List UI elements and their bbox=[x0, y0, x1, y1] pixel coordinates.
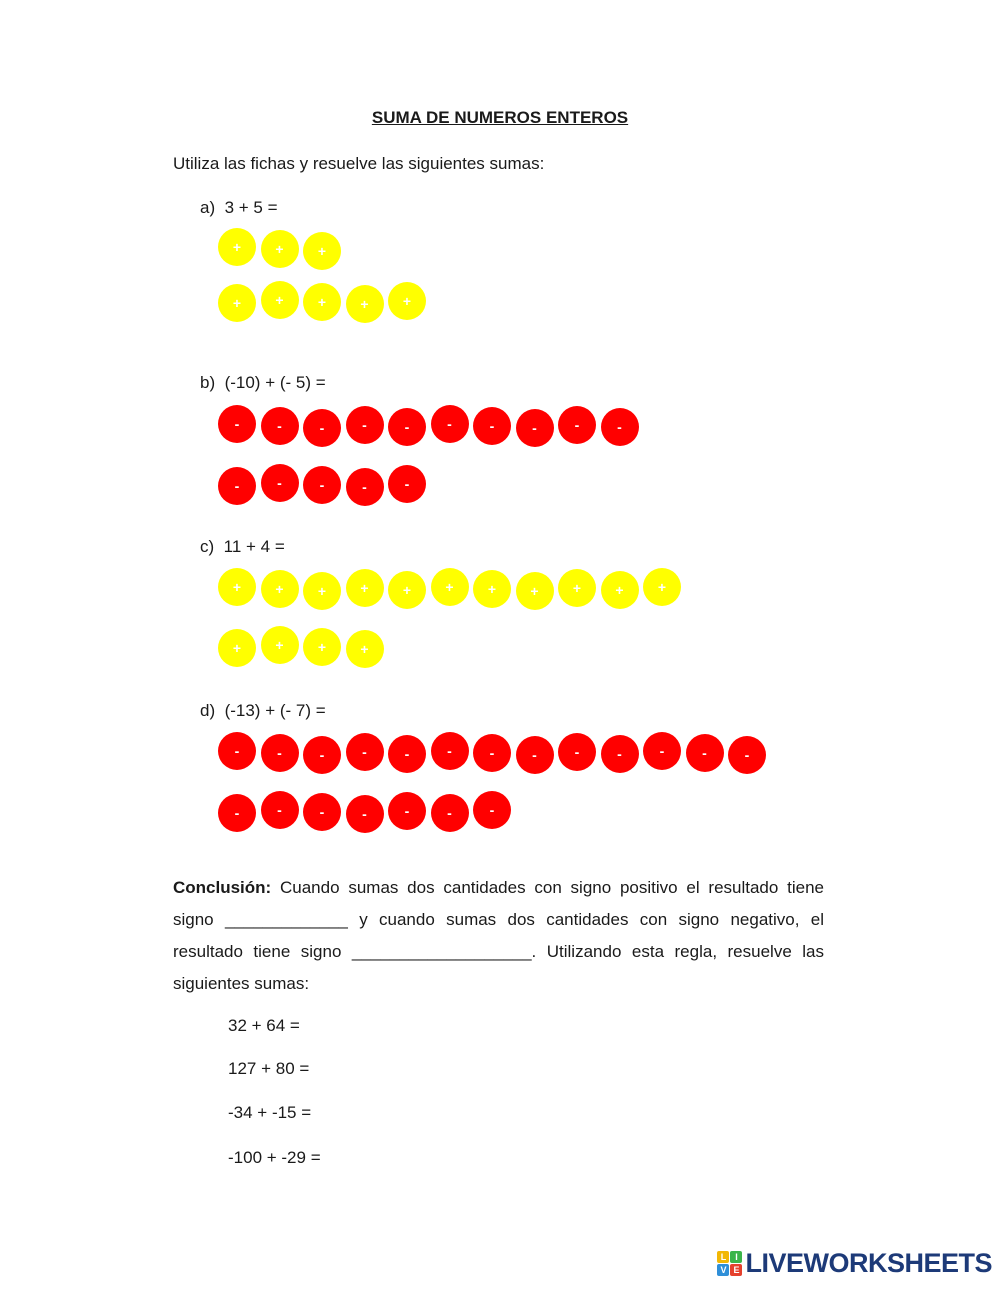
conclusion-label: Conclusión: bbox=[173, 878, 272, 897]
positive-chip[interactable]: + bbox=[261, 281, 299, 319]
negative-chip[interactable]: - bbox=[473, 407, 511, 445]
positive-chip[interactable]: + bbox=[516, 572, 554, 610]
negative-chip[interactable]: - bbox=[558, 406, 596, 444]
problem-a-expression: 3 + 5 = bbox=[224, 198, 278, 217]
logo-icon-letter: L bbox=[717, 1251, 729, 1263]
negative-chip[interactable]: - bbox=[728, 736, 766, 774]
positive-chip[interactable]: + bbox=[303, 283, 341, 321]
negative-chip[interactable]: - bbox=[261, 734, 299, 772]
positive-chip[interactable]: + bbox=[388, 282, 426, 320]
positive-chip[interactable]: + bbox=[261, 570, 299, 608]
negative-chip[interactable]: - bbox=[261, 407, 299, 445]
negative-chip[interactable]: - bbox=[218, 467, 256, 505]
negative-chip[interactable]: - bbox=[473, 734, 511, 772]
conclusion-text-3: . Utilizando esta regla, resuelve las siguientes sumas: bbox=[173, 942, 824, 993]
positive-chip[interactable]: + bbox=[303, 628, 341, 666]
negative-chip[interactable]: - bbox=[601, 408, 639, 446]
negative-chip[interactable]: - bbox=[218, 405, 256, 443]
negative-chip[interactable]: - bbox=[303, 409, 341, 447]
logo-icon-letter: I bbox=[730, 1251, 742, 1263]
exercise-1: 32 + 64 = bbox=[228, 1016, 300, 1035]
exercise-4: -100 + -29 = bbox=[228, 1148, 321, 1167]
problem-d-expression: (-13) + (- 7) = bbox=[224, 701, 326, 720]
negative-chip[interactable]: - bbox=[388, 465, 426, 503]
positive-chip[interactable]: + bbox=[218, 568, 256, 606]
positive-chip[interactable]: + bbox=[218, 629, 256, 667]
negative-chip[interactable]: - bbox=[388, 408, 426, 446]
negative-chip[interactable]: - bbox=[303, 736, 341, 774]
negative-chip[interactable]: - bbox=[388, 735, 426, 773]
logo-icon-letter: E bbox=[730, 1264, 742, 1276]
negative-chip[interactable]: - bbox=[388, 792, 426, 830]
positive-chip[interactable]: + bbox=[346, 630, 384, 668]
negative-chip[interactable]: - bbox=[261, 464, 299, 502]
negative-chip[interactable]: - bbox=[346, 733, 384, 771]
positive-chip[interactable]: + bbox=[346, 569, 384, 607]
problem-b-expression: (-10) + (- 5) = bbox=[224, 373, 326, 392]
positive-chip[interactable]: + bbox=[218, 228, 256, 266]
instruction-text: Utiliza las fichas y resuelve las siguientes sumas: bbox=[173, 154, 545, 173]
positive-chip[interactable]: + bbox=[218, 284, 256, 322]
liveworksheets-logo bbox=[717, 1248, 992, 1279]
negative-chip[interactable]: - bbox=[643, 732, 681, 770]
worksheet-title: SUMA DE NUMEROS ENTEROS bbox=[371, 108, 629, 127]
answer-blank-positive[interactable]: _____________ bbox=[224, 910, 348, 929]
negative-chip[interactable]: - bbox=[431, 794, 469, 832]
answer-blank-negative[interactable]: ___________________ bbox=[351, 942, 532, 961]
positive-chip[interactable]: + bbox=[558, 569, 596, 607]
negative-chip[interactable]: - bbox=[346, 795, 384, 833]
positive-chip[interactable]: + bbox=[473, 570, 511, 608]
conclusion-text-1: Cuando sumas dos cantidades con signo positivo el resultado tiene signo bbox=[173, 878, 824, 929]
logo-icon bbox=[717, 1251, 742, 1276]
positive-chip[interactable]: + bbox=[643, 568, 681, 606]
negative-chip[interactable]: - bbox=[303, 793, 341, 831]
positive-chip[interactable]: + bbox=[431, 568, 469, 606]
problem-c-expression: 11 + 4 = bbox=[223, 537, 285, 556]
positive-chip[interactable]: + bbox=[303, 572, 341, 610]
negative-chip[interactable]: - bbox=[431, 405, 469, 443]
negative-chip[interactable]: - bbox=[261, 791, 299, 829]
negative-chip[interactable]: - bbox=[346, 406, 384, 444]
negative-chip[interactable]: - bbox=[558, 733, 596, 771]
problem-b-label: b) bbox=[200, 373, 216, 392]
negative-chip[interactable]: - bbox=[686, 734, 724, 772]
exercise-3: -34 + -15 = bbox=[228, 1103, 312, 1122]
positive-chip[interactable]: + bbox=[303, 232, 341, 270]
negative-chip[interactable]: - bbox=[473, 791, 511, 829]
positive-chip[interactable]: + bbox=[388, 571, 426, 609]
positive-chip[interactable]: + bbox=[261, 230, 299, 268]
conclusion-text-2: y cuando sumas dos cantidades con signo negativo, el resultado tiene signo bbox=[173, 910, 824, 961]
negative-chip[interactable]: - bbox=[516, 409, 554, 447]
conclusion-paragraph bbox=[173, 872, 824, 1000]
problem-d-label: d) bbox=[200, 701, 216, 720]
negative-chip[interactable]: - bbox=[218, 794, 256, 832]
problem-a-label: a) bbox=[200, 198, 216, 217]
negative-chip[interactable]: - bbox=[346, 468, 384, 506]
positive-chip[interactable]: + bbox=[346, 285, 384, 323]
negative-chip[interactable]: - bbox=[601, 735, 639, 773]
positive-chip[interactable]: + bbox=[261, 626, 299, 664]
problem-c-label: c) bbox=[200, 537, 215, 556]
negative-chip[interactable]: - bbox=[218, 732, 256, 770]
negative-chip[interactable]: - bbox=[431, 732, 469, 770]
negative-chip[interactable]: - bbox=[303, 466, 341, 504]
positive-chip[interactable]: + bbox=[601, 571, 639, 609]
exercise-2: 127 + 80 = bbox=[228, 1059, 310, 1078]
logo-text: LIVEWORKSHEETS bbox=[745, 1248, 992, 1278]
negative-chip[interactable]: - bbox=[516, 736, 554, 774]
logo-icon-letter: V bbox=[717, 1264, 729, 1276]
